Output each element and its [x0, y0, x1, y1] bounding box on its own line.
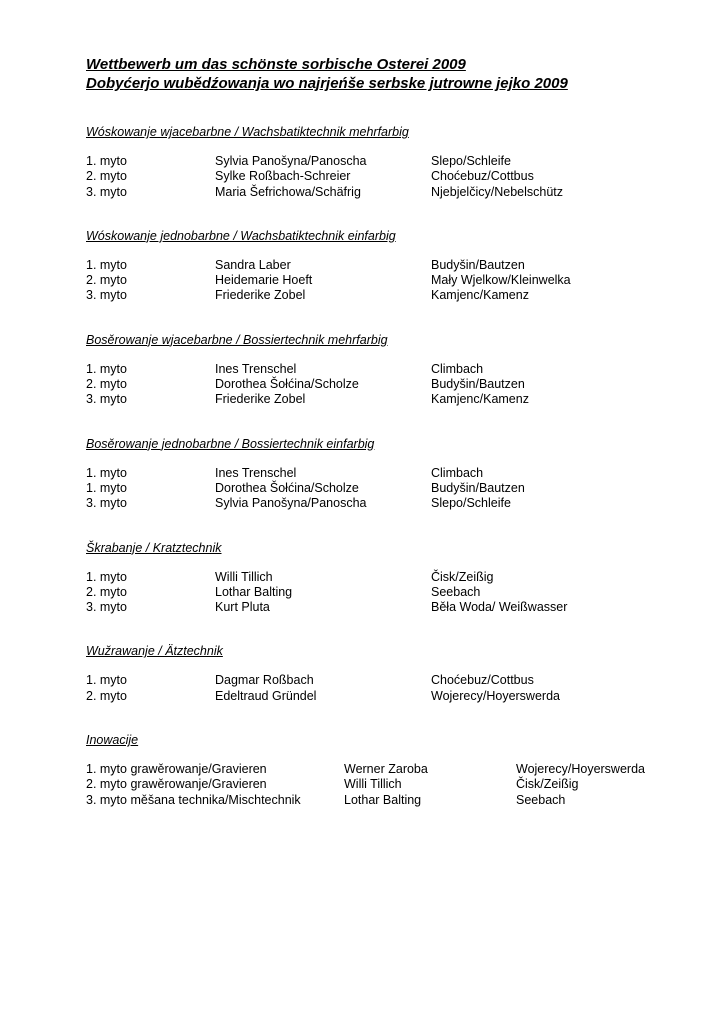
place-cell: 1. myto	[86, 465, 127, 480]
table-row	[86, 466, 686, 481]
name-cell: Dorothea Šołćina/Scholze	[215, 377, 359, 392]
name-cell: Friederike Zobel	[215, 392, 306, 407]
place-cell: 1. myto	[86, 257, 127, 272]
place-cell: 3. myto	[86, 184, 127, 199]
place-cell: 2. myto	[86, 273, 127, 288]
place-cell: 2. myto grawěrowanje/Gravieren	[86, 777, 267, 792]
section-wax-batik-multicolor	[86, 124, 686, 200]
name-cell: Dagmar Roßbach	[215, 673, 314, 688]
section-scratch-technique	[86, 540, 686, 616]
name-cell: Dorothea Šołćina/Scholze	[215, 480, 359, 495]
town-cell: Wojerecy/Hoyerswerda	[516, 762, 645, 777]
place-cell: 1. myto	[86, 480, 127, 495]
section-etching-technique	[86, 643, 686, 704]
place-cell: 3. myto	[86, 496, 127, 511]
section-heading: Inowacije	[86, 733, 139, 748]
table-row	[86, 762, 686, 777]
table-row	[86, 288, 686, 303]
place-cell: 1. myto grawěrowanje/Gravieren	[86, 762, 267, 777]
table-row	[86, 154, 686, 169]
table-row	[86, 169, 686, 184]
town-cell: Kamjenc/Kamenz	[431, 288, 529, 303]
section-innovations	[86, 732, 686, 808]
town-cell: Choćebuz/Cottbus	[431, 169, 534, 184]
table-row	[86, 600, 686, 615]
place-cell: 2. myto	[86, 377, 127, 392]
place-cell: 2. myto	[86, 688, 127, 703]
place-cell: 3. myto	[86, 392, 127, 407]
section-bossier-multicolor	[86, 332, 686, 408]
town-cell: Choćebuz/Cottbus	[431, 673, 534, 688]
name-cell: Ines Trenschel	[215, 361, 297, 376]
name-cell: Werner Zaroba	[344, 762, 428, 777]
town-cell: Čisk/Zeißig	[516, 777, 579, 792]
section-heading: Wužrawanje / Ätztechnik	[86, 644, 223, 659]
town-cell: Seebach	[431, 584, 481, 599]
name-cell: Lothar Balting	[344, 792, 422, 807]
place-cell: 3. myto	[86, 600, 127, 615]
place-cell: 2. myto	[86, 584, 127, 599]
name-cell: Sylvia Panošyna/Panoscha	[215, 496, 367, 511]
town-cell: Budyšin/Bautzen	[431, 257, 525, 272]
town-cell: Čisk/Zeißig	[431, 569, 494, 584]
name-cell: Willi Tillich	[215, 569, 273, 584]
section-heading: Wóskowanje wjacebarbne / Wachsbatiktechnik mehrfarbig	[86, 125, 409, 139]
section-wax-batik-single-color	[86, 228, 686, 304]
name-cell: Lothar Balting	[215, 584, 293, 599]
document-title-sorbian: Dobyćerjo wubědźowanja wo najrjeńše serbske jutrowne jejko 2009	[86, 75, 568, 92]
table-row	[86, 793, 686, 808]
town-cell: Njebjelčicy/Nebelschütz	[431, 184, 564, 199]
town-cell: Budyšin/Bautzen	[431, 480, 525, 495]
table-row	[86, 496, 686, 511]
town-cell: Climbach	[431, 361, 484, 376]
table-row	[86, 258, 686, 273]
document-title: Wettbewerb um das schönste sorbische Osterei 2009	[86, 56, 466, 73]
place-cell: 3. myto	[86, 288, 127, 303]
name-cell: Sandra Laber	[215, 257, 291, 272]
place-cell: 3. myto měšana technika/Mischtechnik	[86, 792, 301, 807]
table-row	[86, 673, 686, 688]
place-cell: 2. myto	[86, 169, 127, 184]
town-cell: Slepo/Schleife	[431, 154, 511, 168]
place-cell: 1. myto	[86, 673, 127, 688]
name-cell: Heidemarie Hoeft	[215, 273, 313, 288]
section-heading: Škrabanje / Kratztechnik	[86, 540, 222, 555]
table-row	[86, 585, 686, 600]
place-cell: 1. myto	[86, 361, 127, 376]
name-cell: Sylvia Panošyna/Panoscha	[215, 154, 367, 168]
document-page	[86, 55, 686, 808]
town-cell: Wojerecy/Hoyerswerda	[431, 688, 560, 703]
section-heading: Wóskowanje jednobarbne / Wachsbatiktechnik einfarbig	[86, 228, 396, 243]
table-row	[86, 481, 686, 496]
place-cell: 1. myto	[86, 569, 127, 584]
name-cell: Sylke Roßbach-Schreier	[215, 169, 351, 184]
town-cell: Budyšin/Bautzen	[431, 377, 525, 392]
table-row	[86, 777, 686, 792]
table-row	[86, 392, 686, 407]
table-row	[86, 185, 686, 200]
table-row	[86, 273, 686, 288]
table-row	[86, 377, 686, 392]
place-cell: 1. myto	[86, 154, 127, 168]
table-row	[86, 570, 686, 585]
section-heading: Bosěrowanje wjacebarbne / Bossiertechnik mehrfarbig	[86, 332, 388, 347]
table-row	[86, 362, 686, 377]
town-cell: Mały Wjelkow/Kleinwelka	[431, 273, 571, 288]
name-cell: Kurt Pluta	[215, 600, 270, 615]
town-cell: Běła Woda/ Weißwasser	[431, 600, 568, 615]
name-cell: Ines Trenschel	[215, 465, 297, 480]
name-cell: Edeltraud Gründel	[215, 688, 317, 703]
section-bossier-single-color	[86, 436, 686, 512]
section-heading: Bosěrowanje jednobarbne / Bossiertechnik einfarbig	[86, 436, 375, 451]
name-cell: Maria Šefrichowa/Schäfrig	[215, 184, 361, 199]
name-cell: Friederike Zobel	[215, 288, 306, 303]
table-row	[86, 689, 686, 704]
town-cell: Kamjenc/Kamenz	[431, 392, 529, 407]
town-cell: Seebach	[516, 792, 566, 807]
name-cell: Willi Tillich	[344, 777, 402, 792]
town-cell: Climbach	[431, 465, 484, 480]
town-cell: Slepo/Schleife	[431, 496, 511, 511]
